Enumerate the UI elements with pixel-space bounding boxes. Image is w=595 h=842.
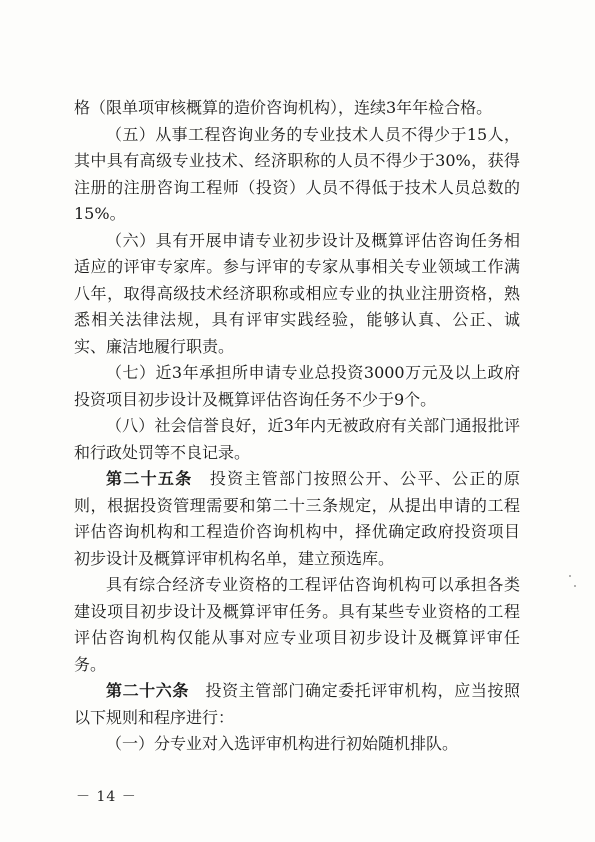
article-26 bbox=[74, 678, 520, 731]
article-26-item-1: （一）分专业对入选评审机构进行初始随机排队。 bbox=[106, 734, 459, 753]
scan-speck bbox=[569, 575, 571, 577]
article-25 bbox=[74, 466, 520, 572]
article-25-body: 投资主管部门按照公开、公平、公正的原则，根据投资管理需要和第二十三条规定，从提出申请的工程评估咨询机构和工程造价咨询机构中，择优确定政府投资项目初步设计及概算评审机构名单，建立预选库。 bbox=[74, 469, 520, 568]
article-26-heading: 第二十六条 bbox=[106, 681, 189, 700]
article-26-body: 投资主管部门确定委托评审机构，应当按照以下规则和程序进行： bbox=[74, 681, 520, 727]
paragraph-continuation: 格（限单项审核概算的造价咨询机构），连续3年年检合格。 bbox=[74, 98, 493, 117]
page-number: － 14 － bbox=[76, 789, 137, 805]
body-text bbox=[74, 95, 520, 758]
paragraph-item-7: （七）近3年承担所申请专业总投资3000万元及以上政府投资项目初步设计及概算评估咨询任务不少于9个。 bbox=[74, 363, 520, 409]
paragraph-item-6: （六）具有开展申请专业初步设计及概算评估咨询任务相适应的评审专家库。参与评审的专家从事相关专业领域工作满八年，取得高级技术经济职称或相应专业的执业注册资格，熟悉相关法律法规，具有评审实践经验，能够认真、公正、诚实、廉洁地履行职责。 bbox=[74, 230, 520, 356]
paragraph-item-8: （八）社会信誉良好，近3年内无被政府有关部门通报批评和行政处罚等不良记录。 bbox=[74, 416, 520, 462]
article-25-paragraph-2: 具有综合经济专业资格的工程评估咨询机构可以承担各类建设项目初步设计及概算评审任务。具有某些专业资格的工程评估咨询机构仅能从事对应专业项目初步设计及概算评审任务。 bbox=[74, 575, 520, 674]
paragraph-item-5: （五）从事工程咨询业务的专业技术人员不得少于15人，其中具有高级专业技术、经济职称的人员不得少于30%，获得注册的注册咨询工程师（投资）人员不得低于技术人员总数的15%。 bbox=[74, 124, 520, 223]
article-25-heading: 第二十五条 bbox=[106, 469, 193, 488]
scan-speck bbox=[574, 585, 576, 587]
